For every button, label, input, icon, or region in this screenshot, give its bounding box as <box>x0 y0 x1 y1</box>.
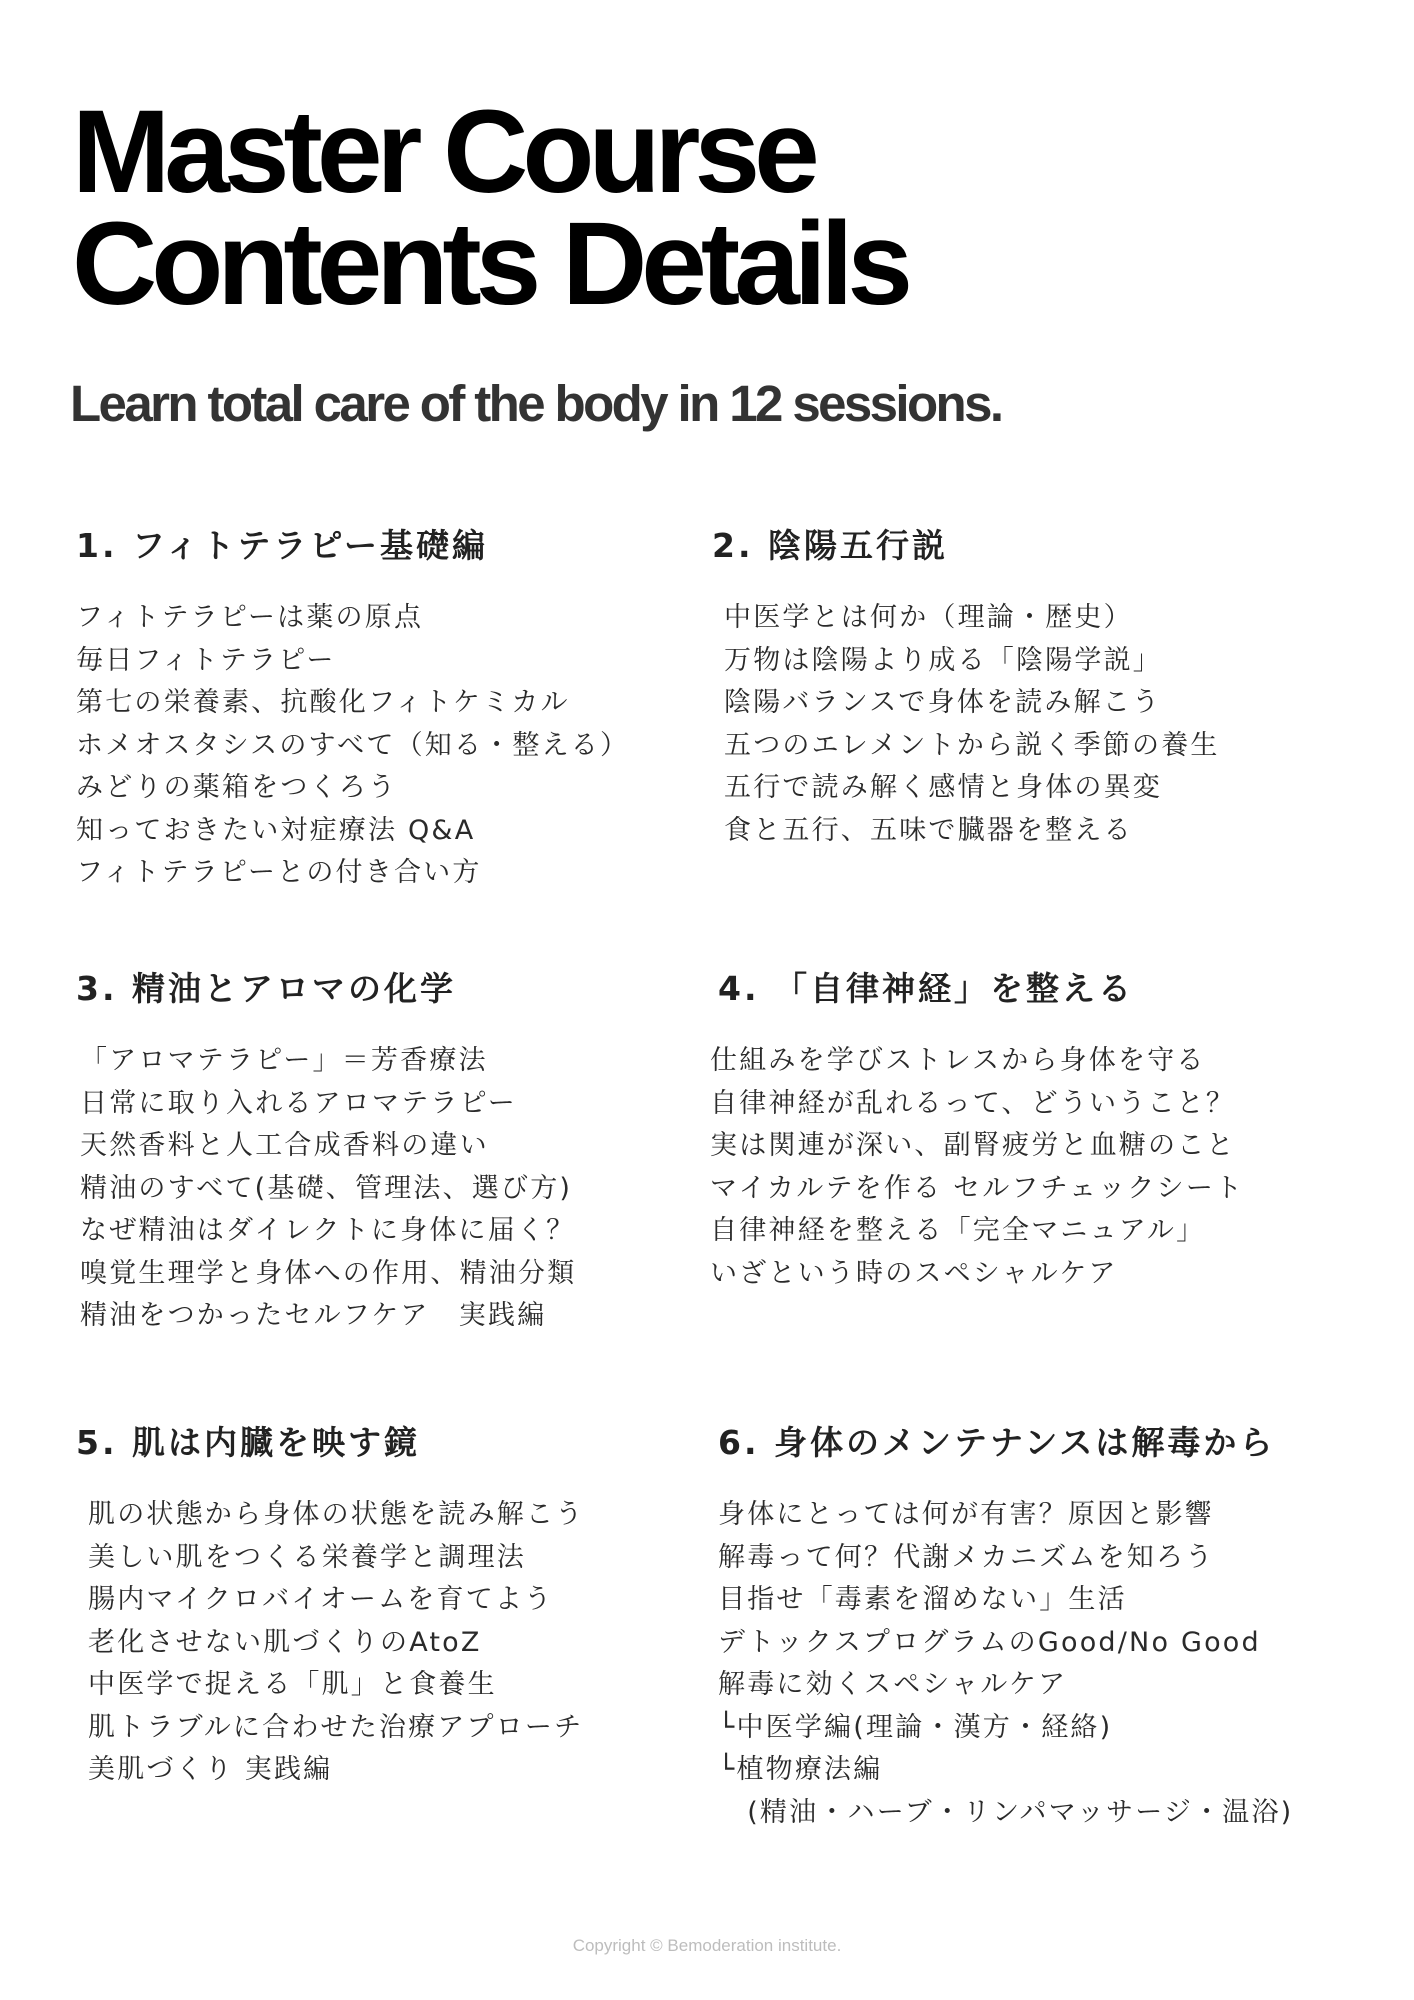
section-skin-mirror <box>76 1417 716 1792</box>
list-item: 五つのエレメントから説く季節の養生 <box>724 729 1220 761</box>
list-item: いざという時のスペシャルケア <box>710 1257 1118 1289</box>
section-heading: 4. 「自律神経」を整える <box>718 969 1134 1008</box>
list-item: 自律神経を整える「完全マニュアル」 <box>710 1215 1206 1246</box>
list-item: 自律神経が乱れるって、どういうこと？ <box>710 1087 1236 1119</box>
section-item-list <box>712 597 1352 852</box>
section-heading: 3. 精油とアロマの化学 <box>76 969 456 1008</box>
list-item: 美肌づくり 実践編 <box>88 1754 333 1785</box>
list-item: 仕組みを学びストレスから身体を守る <box>710 1045 1206 1076</box>
section-essential-oils-aroma-chemistry <box>76 963 716 1338</box>
section-heading: 2. 陰陽五行説 <box>712 526 948 565</box>
list-item: 肌の状態から身体の状態を読み解こう <box>88 1499 585 1530</box>
list-item: 精油のすべて(基礎、管理法、選び方) <box>80 1172 573 1204</box>
list-item: 精油をつかったセルフケア 実践編 <box>80 1300 547 1331</box>
list-item: デトックスプログラムのGood/No Good <box>718 1626 1261 1658</box>
list-item: ホメオスタシスのすべて（知る・整える） <box>76 729 630 761</box>
list-item: 五行で読み解く感情と身体の異変 <box>724 772 1162 803</box>
list-item: 腸内マイクロバイオームを育てよう <box>88 1584 554 1615</box>
copyright-footer: Copyright © Bemoderation institute. <box>572 1936 842 1955</box>
list-item: 実は関連が深い、副腎疲労と血糖のこと <box>710 1130 1236 1161</box>
list-item: 中医学とは何か（理論・歴史） <box>724 602 1133 633</box>
list-item: みどりの薬箱をつくろう <box>76 772 398 803</box>
section-item-list <box>76 1494 716 1792</box>
list-item: 解毒に効くスペシャルケア <box>718 1669 1068 1700</box>
section-detox-maintenance <box>718 1417 1358 1834</box>
section-phytotherapy-basics <box>76 520 716 895</box>
list-item: 陰陽バランスで身体を読み解こう <box>724 687 1162 718</box>
section-heading: 6. 身体のメンテナンスは解毒から <box>718 1423 1276 1462</box>
list-item: 老化させない肌づくりのAtoZ <box>88 1626 482 1658</box>
section-heading: 1. フィトテラピー基礎編 <box>76 526 489 565</box>
section-heading: 5. 肌は内臓を映す鏡 <box>76 1423 420 1462</box>
list-item: 食と五行、五味で臓器を整える <box>724 814 1133 846</box>
page-title-line-1: Master Course <box>72 86 814 218</box>
list-item: 解毒って何？代謝メカニズムを知ろう <box>718 1541 1215 1573</box>
section-autonomic-nerves <box>710 963 1358 1295</box>
section-item-list <box>710 1040 1358 1295</box>
list-item: 毎日フィトテラピー <box>76 644 336 676</box>
list-item: └中医学編(理論・漢方・経絡) <box>718 1711 1113 1743</box>
list-item: 第七の栄養素、抗酸化フィトケミカル <box>76 687 570 718</box>
list-item: 万物は陰陽より成る「陰陽学説」 <box>724 644 1162 676</box>
list-item: 美しい肌をつくる栄養学と調理法 <box>88 1541 526 1573</box>
list-item: 日常に取り入れるアロマテラピー <box>80 1087 517 1119</box>
page-title-line-2: Contents Details <box>72 198 908 330</box>
list-item: フィトテラピーは薬の原点 <box>76 602 424 633</box>
section-item-list <box>76 1040 716 1338</box>
list-item: 目指せ「毒素を溜めない」生活 <box>718 1584 1127 1615</box>
list-item: 肌トラブルに合わせた治療アプローチ <box>88 1711 584 1743</box>
list-item: フィトテラピーとの付き合い方 <box>76 857 482 888</box>
list-item: └植物療法編 <box>718 1754 883 1785</box>
page-title <box>72 86 908 330</box>
list-item: 身体にとっては何が有害？原因と影響 <box>718 1499 1214 1530</box>
list-item: 「アロマテラピー」＝芳香療法 <box>80 1045 488 1076</box>
list-item: マイカルテを作る セルフチェックシート <box>710 1172 1245 1204</box>
section-yin-yang-five-elements <box>712 520 1352 852</box>
page-subtitle: Learn total care of the body in 12 sessions. <box>70 375 1002 432</box>
section-item-list <box>76 597 716 895</box>
list-item: 中医学で捉える「肌」と食養生 <box>88 1669 497 1700</box>
list-item: (精油・ハーブ・リンパマッサージ・温浴) <box>718 1796 1294 1828</box>
list-item: 天然香料と人工合成香料の違い <box>80 1130 489 1161</box>
list-item: なぜ精油はダイレクトに身体に届く？ <box>80 1215 576 1246</box>
list-item: 嗅覚生理学と身体への作用、精油分類 <box>80 1257 577 1289</box>
section-item-list <box>718 1494 1358 1834</box>
list-item: 知っておきたい対症療法 Q&A <box>76 814 476 846</box>
